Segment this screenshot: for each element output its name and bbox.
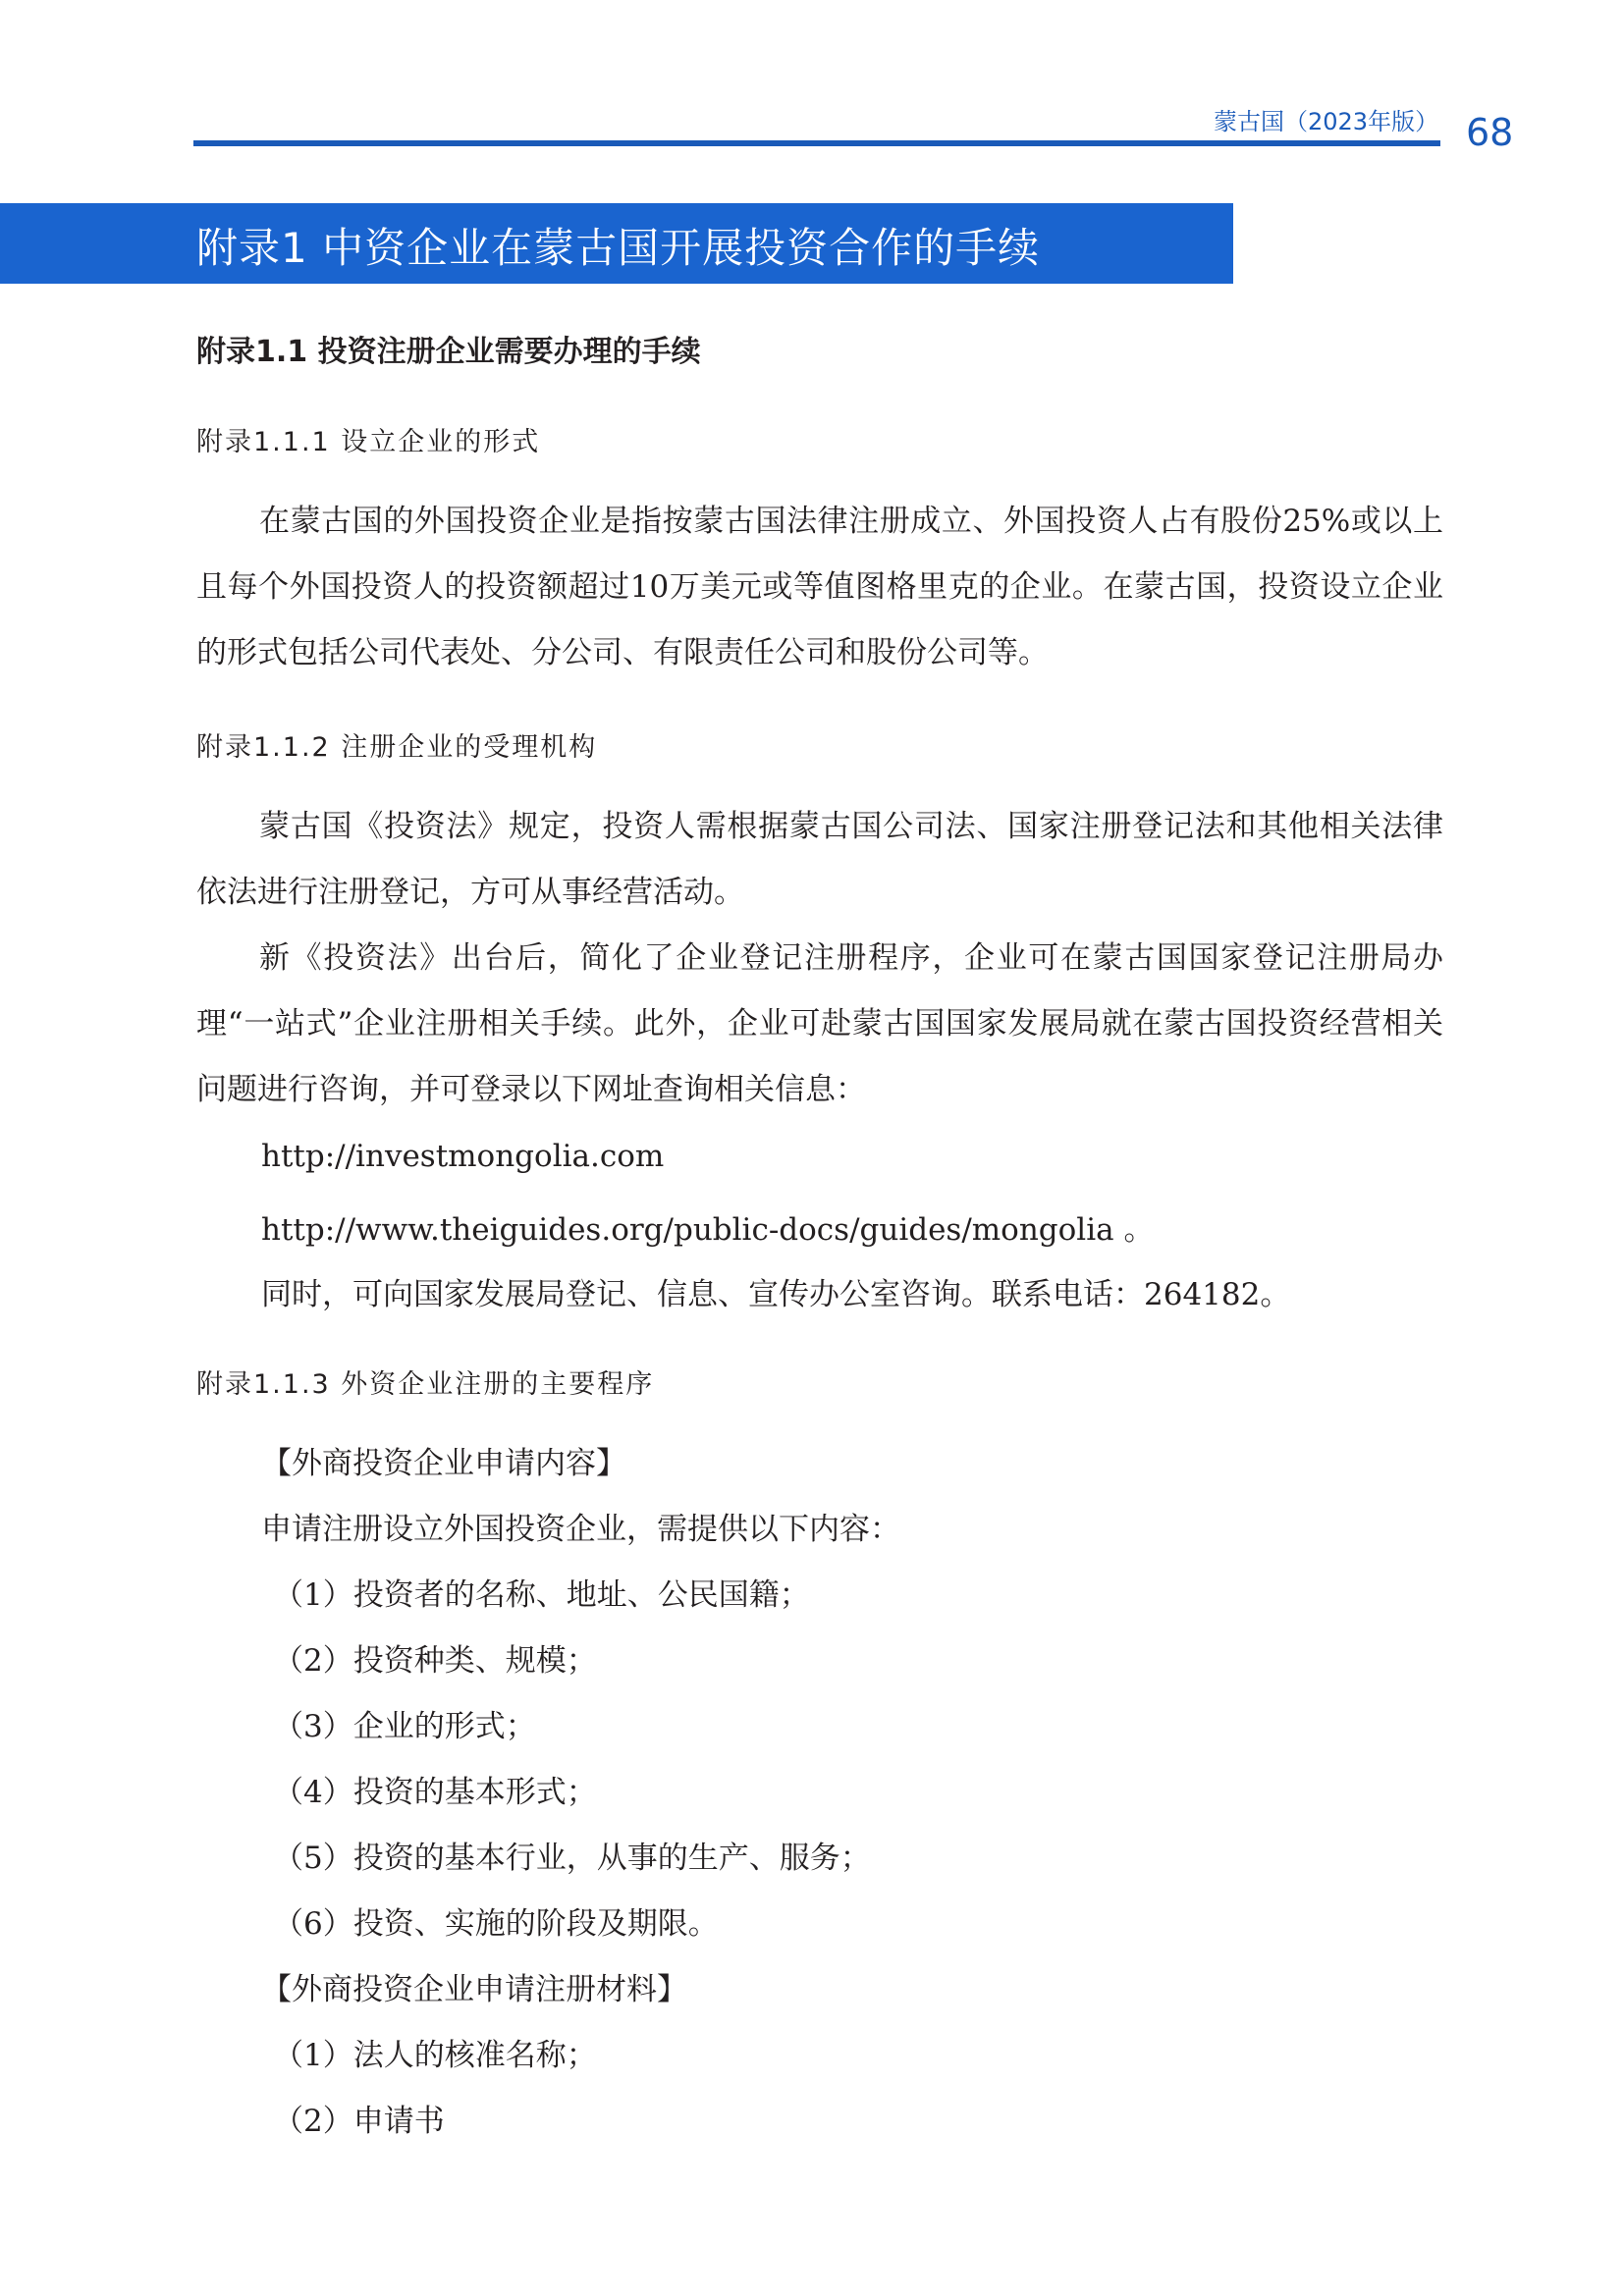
list-item: （4）投资的基本形式；: [273, 1775, 597, 1810]
url-theiguides[interactable]: http://www.theiguides.org/public-docs/guides/mongolia 。: [261, 1212, 1155, 1248]
header-rule: [193, 140, 1440, 146]
application-content-title: 【外商投资企业申请内容】: [261, 1446, 626, 1481]
list-item: （2）投资种类、规模；: [273, 1643, 597, 1679]
application-content-intro: 申请注册设立外国投资企业，需提供以下内容：: [261, 1512, 900, 1547]
paragraph-registration-law: 蒙古国《投资法》规定，投资人需根据蒙古国公司法、国家注册登记法和其他相关法律依法进行注册登记，方可从事经营活动。: [196, 809, 1443, 910]
list-item: （1）投资者的名称、地址、公民国籍；: [273, 1577, 810, 1613]
list-item: （1）法人的核准名称；: [273, 2038, 597, 2073]
list-item: （3）企业的形式；: [273, 1709, 536, 1744]
list-item: （2）申请书: [273, 2104, 445, 2139]
section-heading-1-1-1: 附录1.1.1 设立企业的形式: [196, 427, 541, 457]
paragraph-enterprise-forms: 在蒙古国的外国投资企业是指按蒙古国法律注册成立、外国投资人占有股份25%或以上且每个外国投资人的投资额超过10万美元或等值图格里克的企业。在蒙古国，投资设立企业的形式包括公司代表处、分公司、有限责任公司和股份公司等。: [196, 504, 1443, 670]
section-heading-1-1-3: 附录1.1.3 外资企业注册的主要程序: [196, 1369, 655, 1400]
contact-phone-line: 同时，可向国家发展局登记、信息、宣传办公室咨询。联系电话：264182。: [261, 1277, 1291, 1312]
section-heading-1-1: 附录1.1 投资注册企业需要办理的手续: [196, 335, 701, 369]
page-title: 附录1 中资企业在蒙古国开展投资合作的手续: [196, 224, 1041, 272]
running-header: 蒙古国（2023年版）: [1214, 108, 1439, 135]
url-investmongolia[interactable]: http://investmongolia.com: [261, 1139, 665, 1174]
paragraph-one-stop-registration: 新《投资法》出台后，简化了企业登记注册程序，企业可在蒙古国国家登记注册局办理“一站式”企业注册相关手续。此外，企业可赴蒙古国国家发展局就在蒙古国投资经营相关问题进行咨询，并可登录以下网址查询相关信息：: [196, 940, 1443, 1107]
list-item: （6）投资、实施的阶段及期限。: [273, 1906, 719, 1942]
section-heading-1-1-2: 附录1.1.2 注册企业的受理机构: [196, 732, 598, 763]
materials-title: 【外商投资企业申请注册材料】: [261, 1972, 687, 2007]
page-number: 68: [1466, 111, 1514, 154]
list-item: （5）投资的基本行业，从事的生产、服务；: [273, 1841, 871, 1876]
